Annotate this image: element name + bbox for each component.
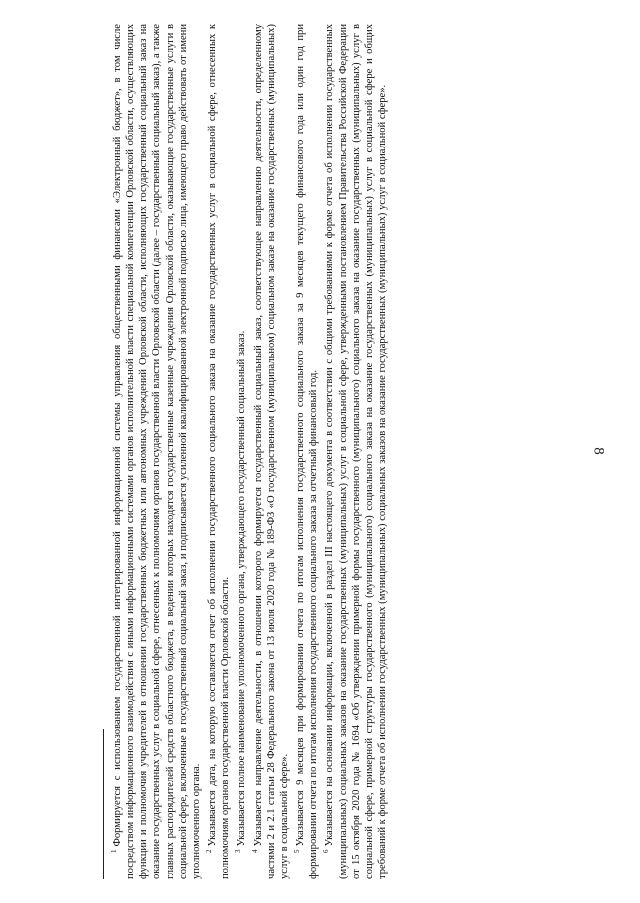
footnote-text: Указывается 9 месяцев при формировании отчета по итогам исполнения государственного социального заказа за 9 месяцев текущего финансового года или один год при формировании отчета по итогам исполнения государственного социального заказа за отчетный финансовый год. xyxy=(295,24,320,879)
footnote-text: Указывается направление деятельности, в отношении которого формируется государственный социальный заказ, соответствующее направлению деятельности, определенному частями 2 и 2.1 статьи 28 Федерального закона от 13 июля 2020 года № 189-ФЗ «О государственном (муниципальном) социальном заказе на оказание государственных (муниципальных) услуг в социальной сфере». xyxy=(252,24,290,879)
footnote-number: 2 xyxy=(205,849,214,853)
footnote-number: 4 xyxy=(250,849,259,853)
footnote-number: 1 xyxy=(110,849,118,853)
footnote-1 xyxy=(108,24,203,879)
footnote-2 xyxy=(203,24,232,879)
footnote-number: 5 xyxy=(293,849,302,853)
footnote-4 xyxy=(249,24,291,879)
footnote-3 xyxy=(232,24,248,879)
footnote-text: Формируется с использованием государственной интегрированной информационной системы управления общественными финансами «Электронный бюджет», в том числе посредством информационного взаимодействия с иными информационными системами органов исполнительной власти специальной компетенции Орловской области, осуществляющих функции и полномочия учредителей в отношении государственных бюджетных или автономных учреждений Орловской области, исполняющих государственный социальный заказ на оказание государственных услуг в социальной сфере, отнесенных к полномочиям органов государственной власти Орловской области (далее – государственный социальный заказ), а также главных распорядителей средств областного бюджета, в ведении которых находятся государственные казенные учреждения Орловской области, оказывающие государственные услуги в социальной сфере, включенные в государственный социальный заказ, и подписывается усиленной квалифицированной электронной подписью лица, имеющего право действовать от имени уполномоченного органа. xyxy=(112,24,202,879)
footnote-text: Указывается полное наименование уполномоченного органа, утверждающего государственный социальный заказ. xyxy=(236,330,248,847)
footnote-separator xyxy=(103,729,104,879)
footnote-6 xyxy=(320,24,389,879)
footnote-text: Указывается на основании информации, включенной в раздел III настоящего документа в соответствии с общими требованиями к форме отчета об исполнении государственных (муниципальных) социальных заказов на оказание государственных (муниципальных) услуг в социальной сфере, утвержденными постановлением Правительства Российской Федерации от 15 октября 2020 года № 1694 «Об утверждении примерной формы государственного (муниципального) социального заказа на оказание государственных (муниципальных) услуг в социальной сфере, примерной структуры государственного (муниципального) социального заказа на оказание государственных (муниципальных) услуг в социальной сфере и общих требований к форме отчета об исполнении государственных (муниципальных) социальных заказов на оказание государственных (муниципальных) услуг в социальной сфере». xyxy=(324,24,388,879)
footnotes-block xyxy=(103,24,573,879)
footnote-5 xyxy=(291,24,320,879)
page-number: 8 xyxy=(590,447,607,455)
footnote-text: Указывается дата, на которую составляется отчет об исполнении государственного социального заказа на оказание государственных услуг в социальной сфере, отнесенных к полномочиям органов государственной власти Орловской области. xyxy=(207,24,232,879)
footnote-number: 6 xyxy=(322,849,331,853)
footnote-number: 3 xyxy=(234,849,243,853)
